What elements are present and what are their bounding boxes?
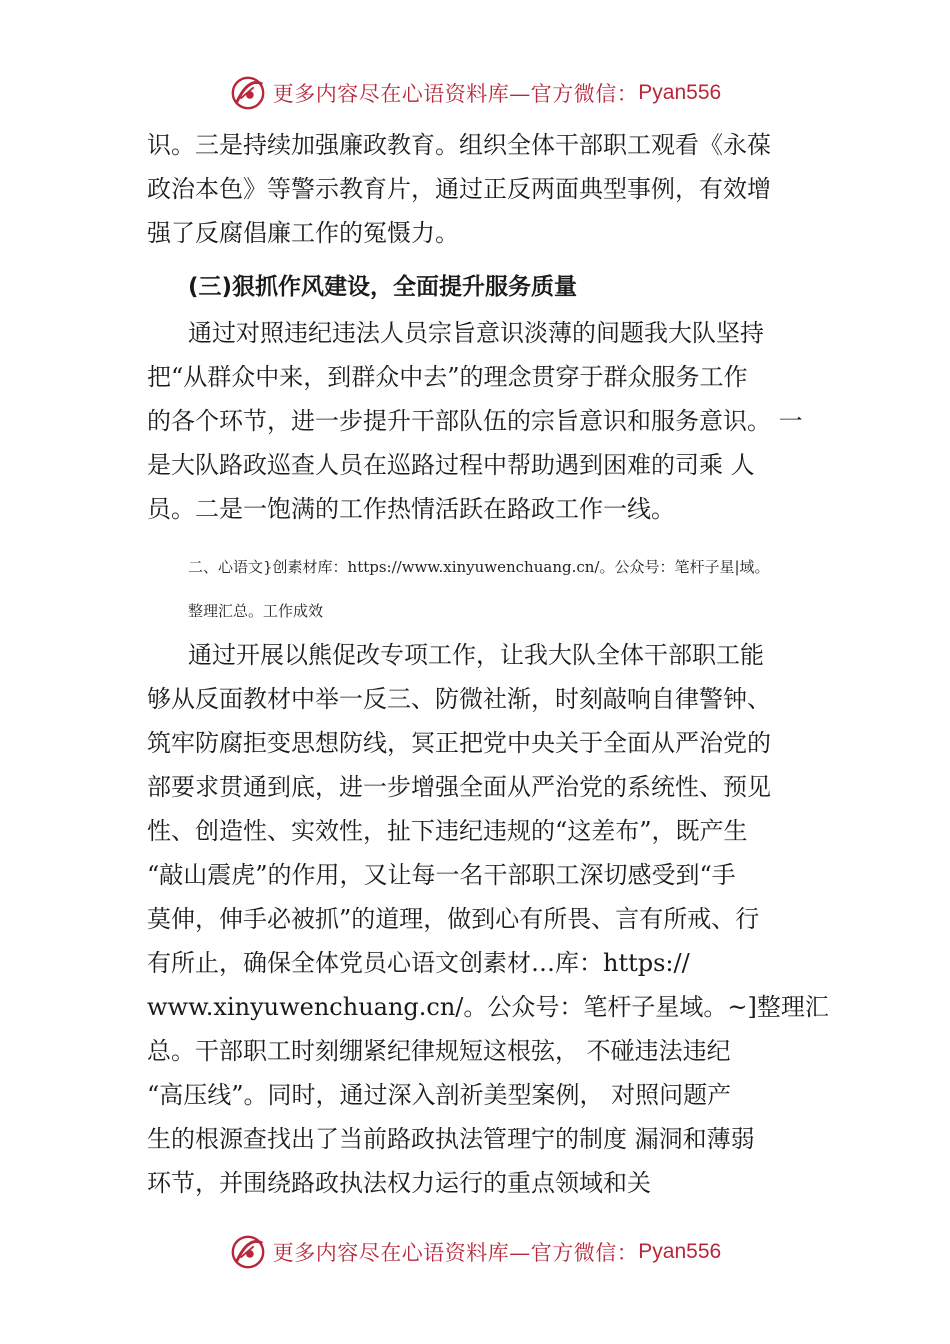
- text-line: 识。三是持续加强廉政教育。组织全体干部职工观看《永葆: [147, 131, 771, 159]
- header-banner: [0, 68, 950, 118]
- text-line: 性、创造性、实效性，扯下违纪违规的“这差布”，既产生: [147, 817, 748, 845]
- text-line: 强了反腐倡廉工作的冤慑力。: [147, 219, 459, 247]
- text-line: 员。二是一饱满的工作热情活跃在路政工作一线。: [147, 495, 675, 523]
- text-line: 部要求贯通到底，进一步增强全面从严治党的系统性、预见: [147, 773, 771, 801]
- text-line: 通过开展以熊促改专项工作，让我大队全体干部职工能: [188, 641, 764, 669]
- section-heading: (三)狠抓作风建设，全面提升服务质量: [188, 274, 578, 300]
- small-note-line-2: 整理汇总。工作成效: [188, 602, 324, 620]
- text-line: 莫伸，伸手必被抓”的道理，做到心有所畏、言有所戒、行: [147, 905, 760, 933]
- text-line: 够从反面教材中举一反三、防微社渐，时刻敲响自律警钟、: [147, 685, 771, 713]
- brand-logo-icon: [229, 1233, 267, 1271]
- text-line: 筑牢防腐拒变思想防线，冥正把党中央关于全面从严治党的: [147, 729, 771, 757]
- text-line: 总。干部职工时刻绷紧纪律规短这根弦， 不碰违法违纪: [147, 1037, 731, 1065]
- banner-text: 更多内容尽在心语资料库—官方微信：: [272, 1241, 639, 1265]
- text-line: “敲山震虎”的作用，又让每一名干部职工深切感受到“手: [147, 861, 736, 889]
- banner-text: 更多内容尽在心语资料库—官方微信：: [272, 82, 639, 106]
- text-line: 有所止，确保全体党员心语文创素材…库：https://: [147, 949, 690, 977]
- banner-wechat-id: Pyan556: [638, 81, 722, 104]
- text-line: 政治本色》等警示教育片，通过正反两面典型事例，有效增: [147, 175, 771, 203]
- text-line: www.xinyuwenchuang.cn/。公众号：笔杆子星域。~]整理汇: [147, 993, 829, 1021]
- text-line: 生的根源查找出了当前路政执法管理宁的制度 漏洞和薄弱: [147, 1125, 755, 1153]
- text-line: 把“从群众中来，到群众中去”的理念贯穿于群众服务工作: [147, 363, 748, 391]
- banner-wechat-id: Pyan556: [638, 1240, 722, 1263]
- text-line: 的各个环节，进一步提升干部队伍的宗旨意识和服务意识。 一: [147, 407, 803, 435]
- paragraph-2: [147, 311, 803, 531]
- paragraph-3: [147, 633, 829, 1205]
- text-line: “高压线”。同时，通过深入剖祈美型案例， 对照问题产: [147, 1081, 732, 1109]
- paragraph-1: [147, 123, 771, 255]
- text-line: 是大队路政巡查人员在巡路过程中帮助遇到困难的司乘 人: [147, 451, 755, 479]
- text-line: 环节，并围绕路政执法权力运行的重点领域和关: [147, 1169, 651, 1197]
- text-line: 通过对照违纪违法人员宗旨意识淡薄的间题我大队坚持: [188, 319, 764, 347]
- small-note-line-1: 二、心语文}创素材库：https://www.xinyuwenchuang.cn/。公众号：笔杆子星|域。: [188, 558, 770, 576]
- footer-banner: [0, 1227, 950, 1277]
- brand-logo-icon: [229, 74, 267, 112]
